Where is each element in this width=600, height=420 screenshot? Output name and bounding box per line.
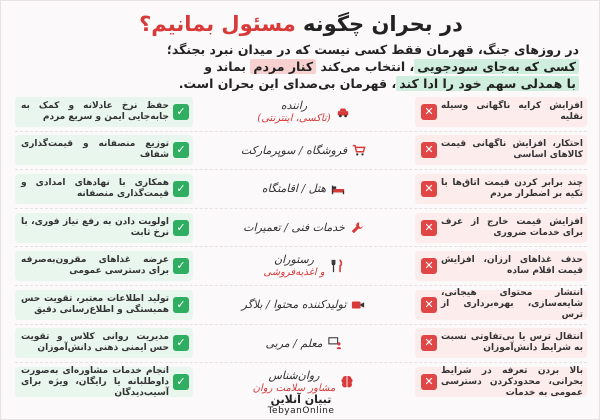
bad-practice-text: حذف غذاهای ارزان، افزایش قیمت اقلام ساده: [441, 255, 583, 277]
role-name: [263, 253, 324, 279]
good-practice-cell: [15, 97, 193, 127]
good-practice-cell: [15, 174, 193, 204]
role-label: [229, 288, 379, 322]
role-name: [253, 369, 336, 395]
role-title: خدمات فنی / تعمیرات: [243, 221, 345, 235]
intro-line3-rest: ، قهرمان بی‌صدای این بحران است.: [178, 76, 397, 91]
bad-practice-text: انتشار محتوای هیجانی، شایعه‌سازی، بهره‌برداری از ترس: [441, 288, 583, 321]
good-practice-text: انجام خدمات مشاوره‌ای به‌صورت داوطلبانه یا رایگان، ویژه برای آسیب‌دیدگان: [21, 365, 169, 398]
comparison-rows: [15, 93, 587, 402]
role-title: معلم / مربی: [265, 336, 323, 350]
poster-title: [1, 11, 600, 37]
bad-practice-text: چند برابر کردن قیمت اتاق‌ها با تکیه بر اضطرار مردم: [441, 177, 583, 199]
car-icon: [335, 104, 351, 120]
good-practice-cell: [15, 213, 193, 243]
bad-practice-text: احتکار، افزایش ناگهانی قیمت کالاهای اساسی: [441, 139, 583, 161]
good-practice-cell: [15, 135, 193, 165]
comparison-row: [15, 93, 587, 132]
fork-knife-icon: [329, 258, 345, 274]
role-name: [243, 221, 345, 234]
check-icon: ✓: [173, 297, 189, 313]
cross-icon: ✕: [421, 104, 437, 120]
cross-icon: ✕: [421, 374, 437, 390]
intro-highlight-1: کسی که به‌جای سودجویی: [414, 59, 579, 74]
bad-practice-cell: [415, 135, 587, 165]
check-icon: ✓: [173, 142, 189, 158]
good-practice-text: حفظ نرخ عادلانه و کمک به جابه‌جایی ایمن و سریع مردم: [21, 100, 169, 122]
bad-practice-text: بالا بردن تعرفه در شرایط بحرانی، محدودکردن دسترسی عمومی به خدمات: [441, 365, 583, 398]
role-title: هتل / اقامتگاه: [261, 182, 327, 196]
shopping-cart-icon: [351, 142, 367, 158]
role-name: [242, 298, 347, 311]
bad-practice-text: افزایش قیمت خارج از عرف برای خدمات ضروری: [441, 216, 583, 238]
comparison-row: [15, 132, 587, 171]
cross-icon: ✕: [421, 220, 437, 236]
intro-line2-rest: ، انتخاب می‌کند: [316, 59, 415, 74]
teacher-icon: [327, 335, 343, 351]
cross-icon: ✕: [421, 181, 437, 197]
role-label: [229, 133, 379, 167]
role-label: [229, 95, 379, 129]
brain-icon: [339, 374, 355, 390]
good-practice-text: همکاری با نهادهای امدادی و قیمت‌گذاری منصفانه: [21, 177, 169, 199]
intro-highlight-2: کنار مردم: [250, 59, 316, 74]
check-icon: ✓: [173, 374, 189, 390]
bad-practice-text: افزایش کرایه ناگهانی وسیله نقلیه: [441, 100, 583, 122]
good-practice-cell: [15, 290, 193, 320]
comparison-row: [15, 247, 587, 286]
comparison-row: [15, 325, 587, 364]
intro-highlight-3: با همدلی سهم خود را ادا کند: [396, 76, 579, 91]
check-icon: ✓: [173, 335, 189, 351]
brand-name-fa: تبیان آنلاین: [270, 393, 332, 406]
role-name: [241, 144, 347, 157]
footer-brand: [1, 393, 600, 417]
good-practice-cell: [15, 328, 193, 358]
cross-icon: ✕: [421, 258, 437, 274]
role-label: [229, 326, 379, 360]
bad-practice-cell: [415, 97, 587, 127]
role-subtitle: و اغذیه‌فروشی: [263, 267, 325, 279]
role-label: [229, 211, 379, 245]
wrench-icon: [349, 220, 365, 236]
bad-practice-cell: [415, 251, 587, 281]
good-practice-text: عرضه غذاهای مقرون‌به‌صرفه برای دسترسی عمومی: [21, 255, 169, 277]
role-title: فروشگاه / سوپرمارکت: [240, 143, 348, 157]
bad-practice-cell: [415, 328, 587, 358]
check-icon: ✓: [173, 181, 189, 197]
role-title: تولیدکننده محتوا / بلاگر: [241, 298, 347, 312]
role-subtitle: (تاکسی، اینترنتی): [257, 112, 331, 124]
title-part-dark: در بحران چگونه: [295, 12, 463, 36]
check-icon: ✓: [173, 220, 189, 236]
intro-line2-end: بماند و: [204, 59, 251, 74]
intro-line1: در روزهای جنگ، قهرمان فقط کسی نیست که در میدان نبرد بجنگد؛: [166, 42, 579, 57]
check-icon: ✓: [173, 258, 189, 274]
comparison-row: [15, 209, 587, 248]
role-name: [265, 337, 322, 350]
video-icon: [350, 297, 366, 313]
cross-icon: ✕: [421, 335, 437, 351]
bad-practice-cell: [415, 213, 587, 243]
good-practice-text: مدیریت روانی کلاس و تقویت حس ایمنی ذهنی دانش‌آموزان: [21, 332, 169, 354]
title-part-red: مسئول بمانیم؟: [139, 12, 296, 36]
comparison-row: [15, 170, 587, 209]
role-name: [257, 99, 330, 125]
role-title: روان‌شناس: [268, 369, 320, 383]
role-label: [229, 249, 379, 283]
role-title: رستوران: [274, 253, 314, 267]
role-subtitle: مشاور سلامت روان: [252, 383, 336, 395]
bad-practice-cell: [415, 290, 587, 320]
role-name: [262, 182, 326, 195]
role-title: راننده: [280, 98, 308, 112]
good-practice-text: اولویت دادن به رفع نیاز فوری، با نرخ ثابت: [21, 216, 169, 238]
bad-practice-text: انتقال ترس یا بی‌تفاوتی نسبت به شرایط دانش‌آموزان: [441, 332, 583, 354]
check-icon: ✓: [173, 104, 189, 120]
bed-icon: [330, 181, 346, 197]
intro-paragraph: [23, 41, 579, 92]
comparison-row: [15, 286, 587, 325]
bad-practice-cell: [415, 174, 587, 204]
brand-name-en: TebyanOnline: [267, 406, 335, 416]
good-practice-text: تولید اطلاعات معتبر، تقویت حس همبستگی و اطلاع‌رسانی دقیق: [21, 293, 169, 315]
good-practice-cell: [15, 251, 193, 281]
good-practice-text: توزیع منصفانه و قیمت‌گذاری شفاف: [21, 139, 169, 161]
cross-icon: ✕: [421, 142, 437, 158]
cross-icon: ✕: [421, 297, 437, 313]
role-label: [229, 172, 379, 206]
